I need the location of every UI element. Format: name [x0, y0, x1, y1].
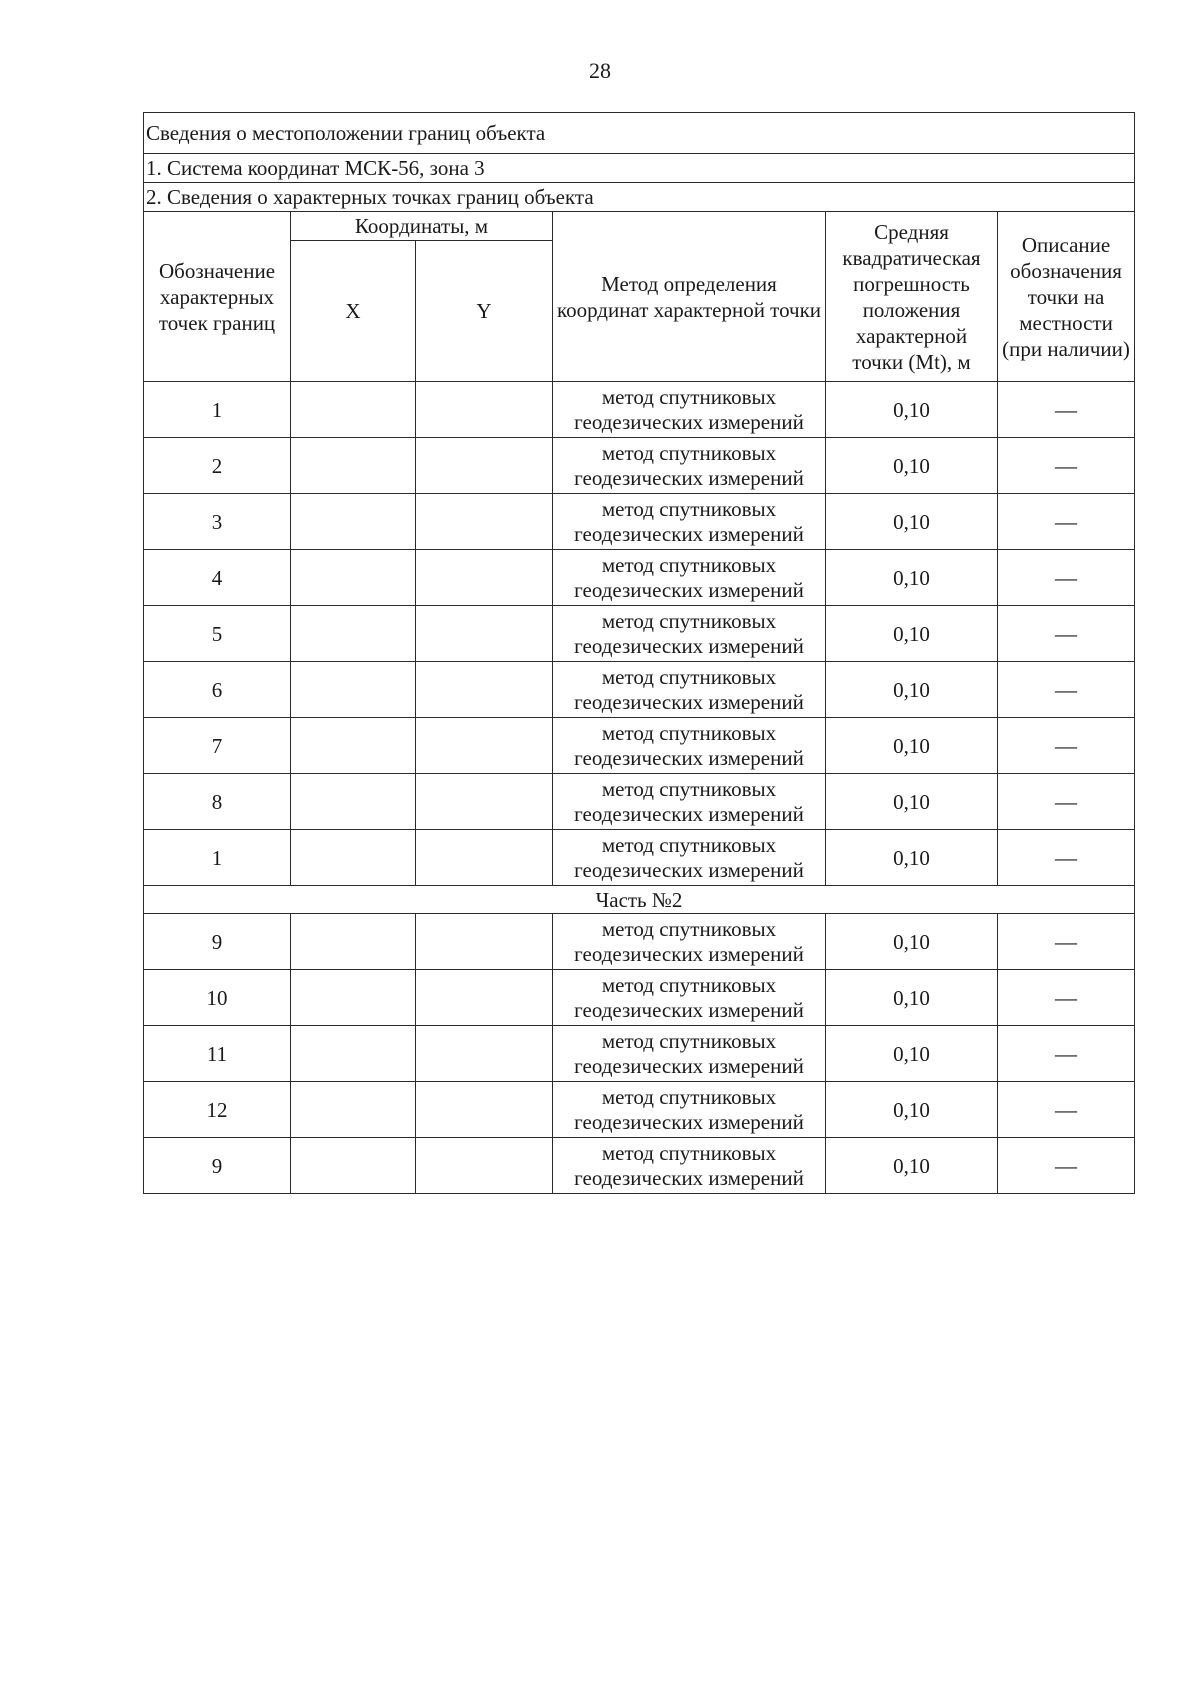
cell-point-number: 2: [144, 438, 291, 494]
cell-method: метод спутниковых геодезических измерений: [553, 1026, 826, 1082]
cell-x: [291, 1138, 416, 1194]
cell-description: —: [998, 914, 1135, 970]
cell-y: [416, 550, 553, 606]
cell-point-number: 10: [144, 970, 291, 1026]
cell-x: [291, 494, 416, 550]
cell-x: [291, 830, 416, 886]
cell-description: —: [998, 494, 1135, 550]
cell-x: [291, 606, 416, 662]
cell-accuracy: 0,10: [826, 970, 998, 1026]
page-number: 28: [589, 58, 611, 83]
cell-y: [416, 774, 553, 830]
cell-accuracy: 0,10: [826, 606, 998, 662]
header-x: X: [291, 241, 416, 382]
header-row-1: [144, 212, 1135, 241]
table-title: Сведения о местоположении границ объекта: [144, 113, 1135, 154]
cell-description: —: [998, 830, 1135, 886]
coordinate-system: 1. Система координат МСК-56, зона 3: [144, 154, 1135, 183]
table-title-row: [144, 113, 1135, 154]
cell-accuracy: 0,10: [826, 494, 998, 550]
cell-point-number: 5: [144, 606, 291, 662]
cell-point-number: 12: [144, 1082, 291, 1138]
section-heading: 2. Сведения о характерных точках границ объекта: [144, 183, 1135, 212]
cell-x: [291, 662, 416, 718]
coordinate-system-row: [144, 154, 1135, 183]
cell-accuracy: 0,10: [826, 438, 998, 494]
table-row: [144, 774, 1135, 830]
cell-accuracy: 0,10: [826, 718, 998, 774]
cell-method: метод спутниковых геодезических измерений: [553, 662, 826, 718]
part2-label-group: [144, 886, 1135, 914]
cell-method: метод спутниковых геодезических измерений: [553, 774, 826, 830]
cell-y: [416, 1026, 553, 1082]
part1-rows: [144, 382, 1135, 886]
cell-y: [416, 718, 553, 774]
cell-method: метод спутниковых геодезических измерений: [553, 606, 826, 662]
cell-point-number: 3: [144, 494, 291, 550]
table-row: [144, 494, 1135, 550]
cell-y: [416, 606, 553, 662]
cell-y: [416, 494, 553, 550]
table-row: [144, 382, 1135, 438]
cell-method: метод спутниковых геодезических измерений: [553, 550, 826, 606]
cell-description: —: [998, 1138, 1135, 1194]
cell-accuracy: 0,10: [826, 914, 998, 970]
cell-y: [416, 970, 553, 1026]
cell-description: —: [998, 662, 1135, 718]
table-row: [144, 914, 1135, 970]
table-row: [144, 606, 1135, 662]
cell-point-number: 4: [144, 550, 291, 606]
cell-method: метод спутниковых геодезических измерений: [553, 382, 826, 438]
header-method: Метод определения координат характерной точки: [553, 212, 826, 382]
cell-point-number: 1: [144, 830, 291, 886]
cell-method: метод спутниковых геодезических измерений: [553, 830, 826, 886]
cell-description: —: [998, 970, 1135, 1026]
cell-y: [416, 382, 553, 438]
cell-accuracy: 0,10: [826, 774, 998, 830]
cell-method: метод спутниковых геодезических измерений: [553, 718, 826, 774]
part2-label: Часть №2: [144, 886, 1135, 914]
cell-accuracy: 0,10: [826, 1138, 998, 1194]
cell-description: —: [998, 774, 1135, 830]
table-row: [144, 438, 1135, 494]
cell-x: [291, 550, 416, 606]
table-row: [144, 970, 1135, 1026]
cell-y: [416, 438, 553, 494]
table-row: [144, 1026, 1135, 1082]
cell-accuracy: 0,10: [826, 1026, 998, 1082]
cell-accuracy: 0,10: [826, 1082, 998, 1138]
cell-point-number: 8: [144, 774, 291, 830]
table-row: [144, 662, 1135, 718]
boundary-points-table: [143, 112, 1135, 1194]
cell-description: —: [998, 606, 1135, 662]
cell-x: [291, 438, 416, 494]
cell-description: —: [998, 438, 1135, 494]
cell-x: [291, 774, 416, 830]
part2-rows: [144, 914, 1135, 1194]
cell-x: [291, 382, 416, 438]
cell-accuracy: 0,10: [826, 662, 998, 718]
cell-point-number: 11: [144, 1026, 291, 1082]
header-coordinates: Координаты, м: [291, 212, 553, 241]
cell-method: метод спутниковых геодезических измерений: [553, 494, 826, 550]
header-accuracy: Средняя квадратическая погрешность положения характерной точки (Mt), м: [826, 212, 998, 382]
cell-description: —: [998, 718, 1135, 774]
cell-x: [291, 1026, 416, 1082]
table-row: [144, 718, 1135, 774]
cell-point-number: 6: [144, 662, 291, 718]
cell-x: [291, 1082, 416, 1138]
header-description: Описание обозначения точки на местности (при наличии): [998, 212, 1135, 382]
cell-method: метод спутниковых геодезических измерений: [553, 1138, 826, 1194]
table-row: [144, 1082, 1135, 1138]
cell-accuracy: 0,10: [826, 830, 998, 886]
cell-point-number: 9: [144, 914, 291, 970]
table-row: [144, 550, 1135, 606]
table-row: [144, 1138, 1135, 1194]
cell-y: [416, 830, 553, 886]
section-heading-row: [144, 183, 1135, 212]
part2-label-row: [144, 886, 1135, 914]
cell-y: [416, 1138, 553, 1194]
cell-x: [291, 970, 416, 1026]
cell-point-number: 1: [144, 382, 291, 438]
cell-point-number: 9: [144, 1138, 291, 1194]
table-row: [144, 830, 1135, 886]
cell-description: —: [998, 382, 1135, 438]
cell-description: —: [998, 550, 1135, 606]
cell-x: [291, 914, 416, 970]
header-y: Y: [416, 241, 553, 382]
cell-description: —: [998, 1026, 1135, 1082]
cell-y: [416, 914, 553, 970]
cell-method: метод спутниковых геодезических измерений: [553, 914, 826, 970]
cell-method: метод спутниковых геодезических измерений: [553, 970, 826, 1026]
cell-y: [416, 1082, 553, 1138]
cell-x: [291, 718, 416, 774]
cell-method: метод спутниковых геодезических измерений: [553, 1082, 826, 1138]
cell-accuracy: 0,10: [826, 550, 998, 606]
cell-accuracy: 0,10: [826, 382, 998, 438]
cell-point-number: 7: [144, 718, 291, 774]
header-point-designation: Обозначение характерных точек границ: [144, 212, 291, 382]
cell-y: [416, 662, 553, 718]
cell-method: метод спутниковых геодезических измерений: [553, 438, 826, 494]
cell-description: —: [998, 1082, 1135, 1138]
